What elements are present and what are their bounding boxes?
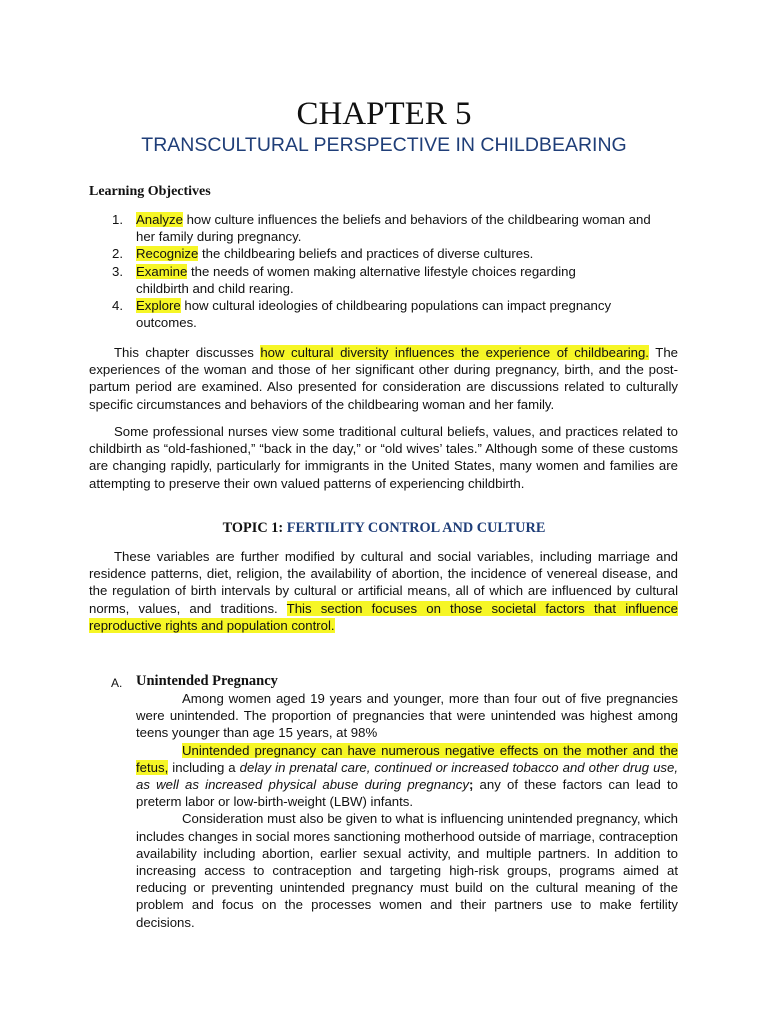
section-title: Unintended Pregnancy	[136, 673, 278, 689]
objective-text: how cultural ideologies of childbearing populations can impact pregnancy outcomes.	[136, 298, 612, 331]
topic-highlight: This section focuses on those societal factors that influence reproductive rights and population control.	[89, 600, 678, 633]
objective-number: 1.	[112, 212, 123, 227]
intro-text: This chapter discusses	[114, 345, 254, 360]
objective-text: the needs of women making alternative lifestyle choices regarding	[190, 263, 576, 279]
objective-text: the childbearing beliefs and practices of diverse cultures.	[201, 246, 534, 262]
objective-item	[112, 263, 672, 297]
topic-name: FERTILITY CONTROL AND CULTURE	[286, 520, 546, 536]
objective-verb: Examine	[136, 263, 188, 279]
learning-objectives-heading: Learning Objectives	[89, 184, 211, 199]
intro-paragraph	[89, 344, 678, 413]
objective-text: how culture influences the beliefs and behaviors of the childbearing woman and her family during pregnancy.	[136, 212, 651, 245]
topic-text: These variables are further modified by cultural and social variables, including marriage and residence patterns, diet, religion, the availability of abortion, the incidence of venereal disease, and the regulation of birth intervals by cultural or artificial means, all of which are influenced by cultural norms, values, and traditions.	[89, 549, 678, 616]
objective-item	[112, 297, 672, 331]
section-highlight: Unintended pregnancy can have numerous negative effects on the mother and the fetus,	[136, 742, 678, 775]
topic-paragraph	[89, 548, 678, 634]
chapter-subtitle: TRANSCULTURAL PERSPECTIVE IN CHILDBEARING	[141, 134, 627, 156]
objective-verb: Analyze	[136, 212, 183, 227]
section-semicolon: ;	[468, 777, 474, 793]
objective-number: 2.	[112, 246, 123, 262]
intro-text-continued: The experiences of the woman and those of her significant other during pregnancy, birth, and the post-partum period are examined. Also presented for consideration are discussions related to culturally specific circumstances and behaviors of the childbearing woman and her family.	[89, 345, 678, 412]
objective-number: 3.	[112, 263, 123, 279]
objective-number: 4.	[112, 298, 123, 314]
objective-verb: Explore	[136, 298, 181, 314]
chapter-title: CHAPTER 5	[296, 96, 472, 132]
topic-label: TOPIC 1:	[222, 520, 284, 536]
section-body	[136, 690, 678, 931]
learning-objectives-list	[112, 211, 672, 331]
section-italic-text: delay in prenatal care, continued or increased tobacco and other drug use, as well as increased physical abuse during pregnancy	[136, 759, 678, 793]
objective-item	[112, 211, 672, 245]
section-paragraph-2	[136, 742, 678, 811]
objective-text-continued: childbirth and child rearing.	[136, 280, 294, 296]
section-letter: A.	[111, 676, 123, 690]
intro-highlight: how cultural diversity influences the experience of childbearing.	[260, 345, 649, 360]
section-text-continued: any of these factors can lead to preterm labor or low-birth-weight (LBW) infants.	[136, 777, 679, 810]
section-text: including a	[172, 759, 236, 775]
objective-item	[112, 245, 672, 262]
intro-paragraph-2: Some professional nurses view some traditional cultural beliefs, values, and practices related to childbirth as “old-fashioned,” “back in the day,” or “old wives’ tales.” Although some of these customs are changing rapidly, particularly for immigrants in the United States, many women and families are attempting to preserve their own valued patterns of experiencing childbirth.	[89, 424, 678, 491]
section-paragraph-1: Among women aged 19 years and younger, more than four out of five pregnancies were unintended. The proportion of pregnancies that were unintended was highest among teens younger than age 15 years, at 98%	[136, 691, 678, 741]
topic-heading	[0, 520, 768, 537]
objective-verb: Recognize	[136, 246, 199, 262]
section-paragraph-3: Consideration must also be given to what is influencing unintended pregnancy, which includes changes in social mores sanctioning motherhood outside of marriage, contraception availability including abortion, earlier sexual activity, and multiple partners. In addition to increasing access to contraception and targeting high-risk groups, programs aimed at reducing or preventing unintended pregnancy must build on the cultural meaning of the problem and focus on the processes women and their partners use to make fertility decisions.	[136, 811, 678, 930]
